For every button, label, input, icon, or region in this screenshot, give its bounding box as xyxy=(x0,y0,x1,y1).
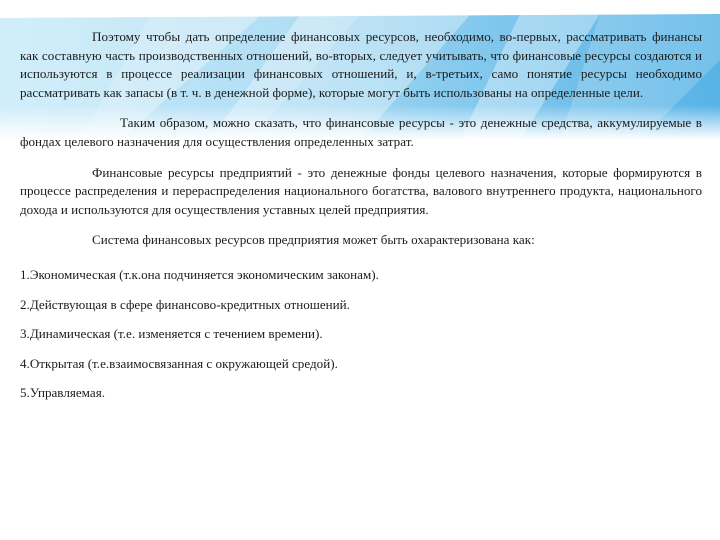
list-item: 5.Управляемая. xyxy=(20,385,105,401)
paragraph-enterprise-resources: Финансовые ресурсы предприятий - это денежные фонды целевого назначения, которые формируются в процессе распределения и перераспределения национального богатства, валового внутреннего продукта, национального дохода и используются для осуществления уставных целей предприятия. xyxy=(20,164,702,217)
characteristics-list xyxy=(20,266,702,403)
list-item: 2.Действующая в сфере финансово-кредитных отношений. xyxy=(20,296,350,312)
list-item: 3.Динамическая (т.е. изменяется с течением времени). xyxy=(20,326,323,342)
paragraph-system-intro: Система финансовых ресурсов предприятия может быть охарактеризована как: xyxy=(92,232,535,248)
paragraph-definition-approach: Поэтому чтобы дать определение финансовых ресурсов, необходимо, во-первых, рассматривать финансы как составную часть производственных отношений, во-вторых, следует учитывать, что финансовые ресурсы создаются и используются в процессе реализации финансовых отношений, и, в-третьих, само понятие ресурсы необходимо рассматривать как запасы (в т. ч. в денежной форме), которые могут быть использованы на определенные цели. xyxy=(20,29,702,100)
slide-content xyxy=(20,28,702,414)
list-item: 4.Открытая (т.е.взаимосвязанная с окружающей средой). xyxy=(20,355,338,371)
paragraph-conclusion: Таким образом, можно сказать, что финансовые ресурсы - это денежные средства, аккумулируемые в фондах целевого назначения для осуществления определенных затрат. xyxy=(20,115,702,149)
list-item: 1.Экономическая (т.к.она подчиняется экономическим законам). xyxy=(20,266,379,282)
